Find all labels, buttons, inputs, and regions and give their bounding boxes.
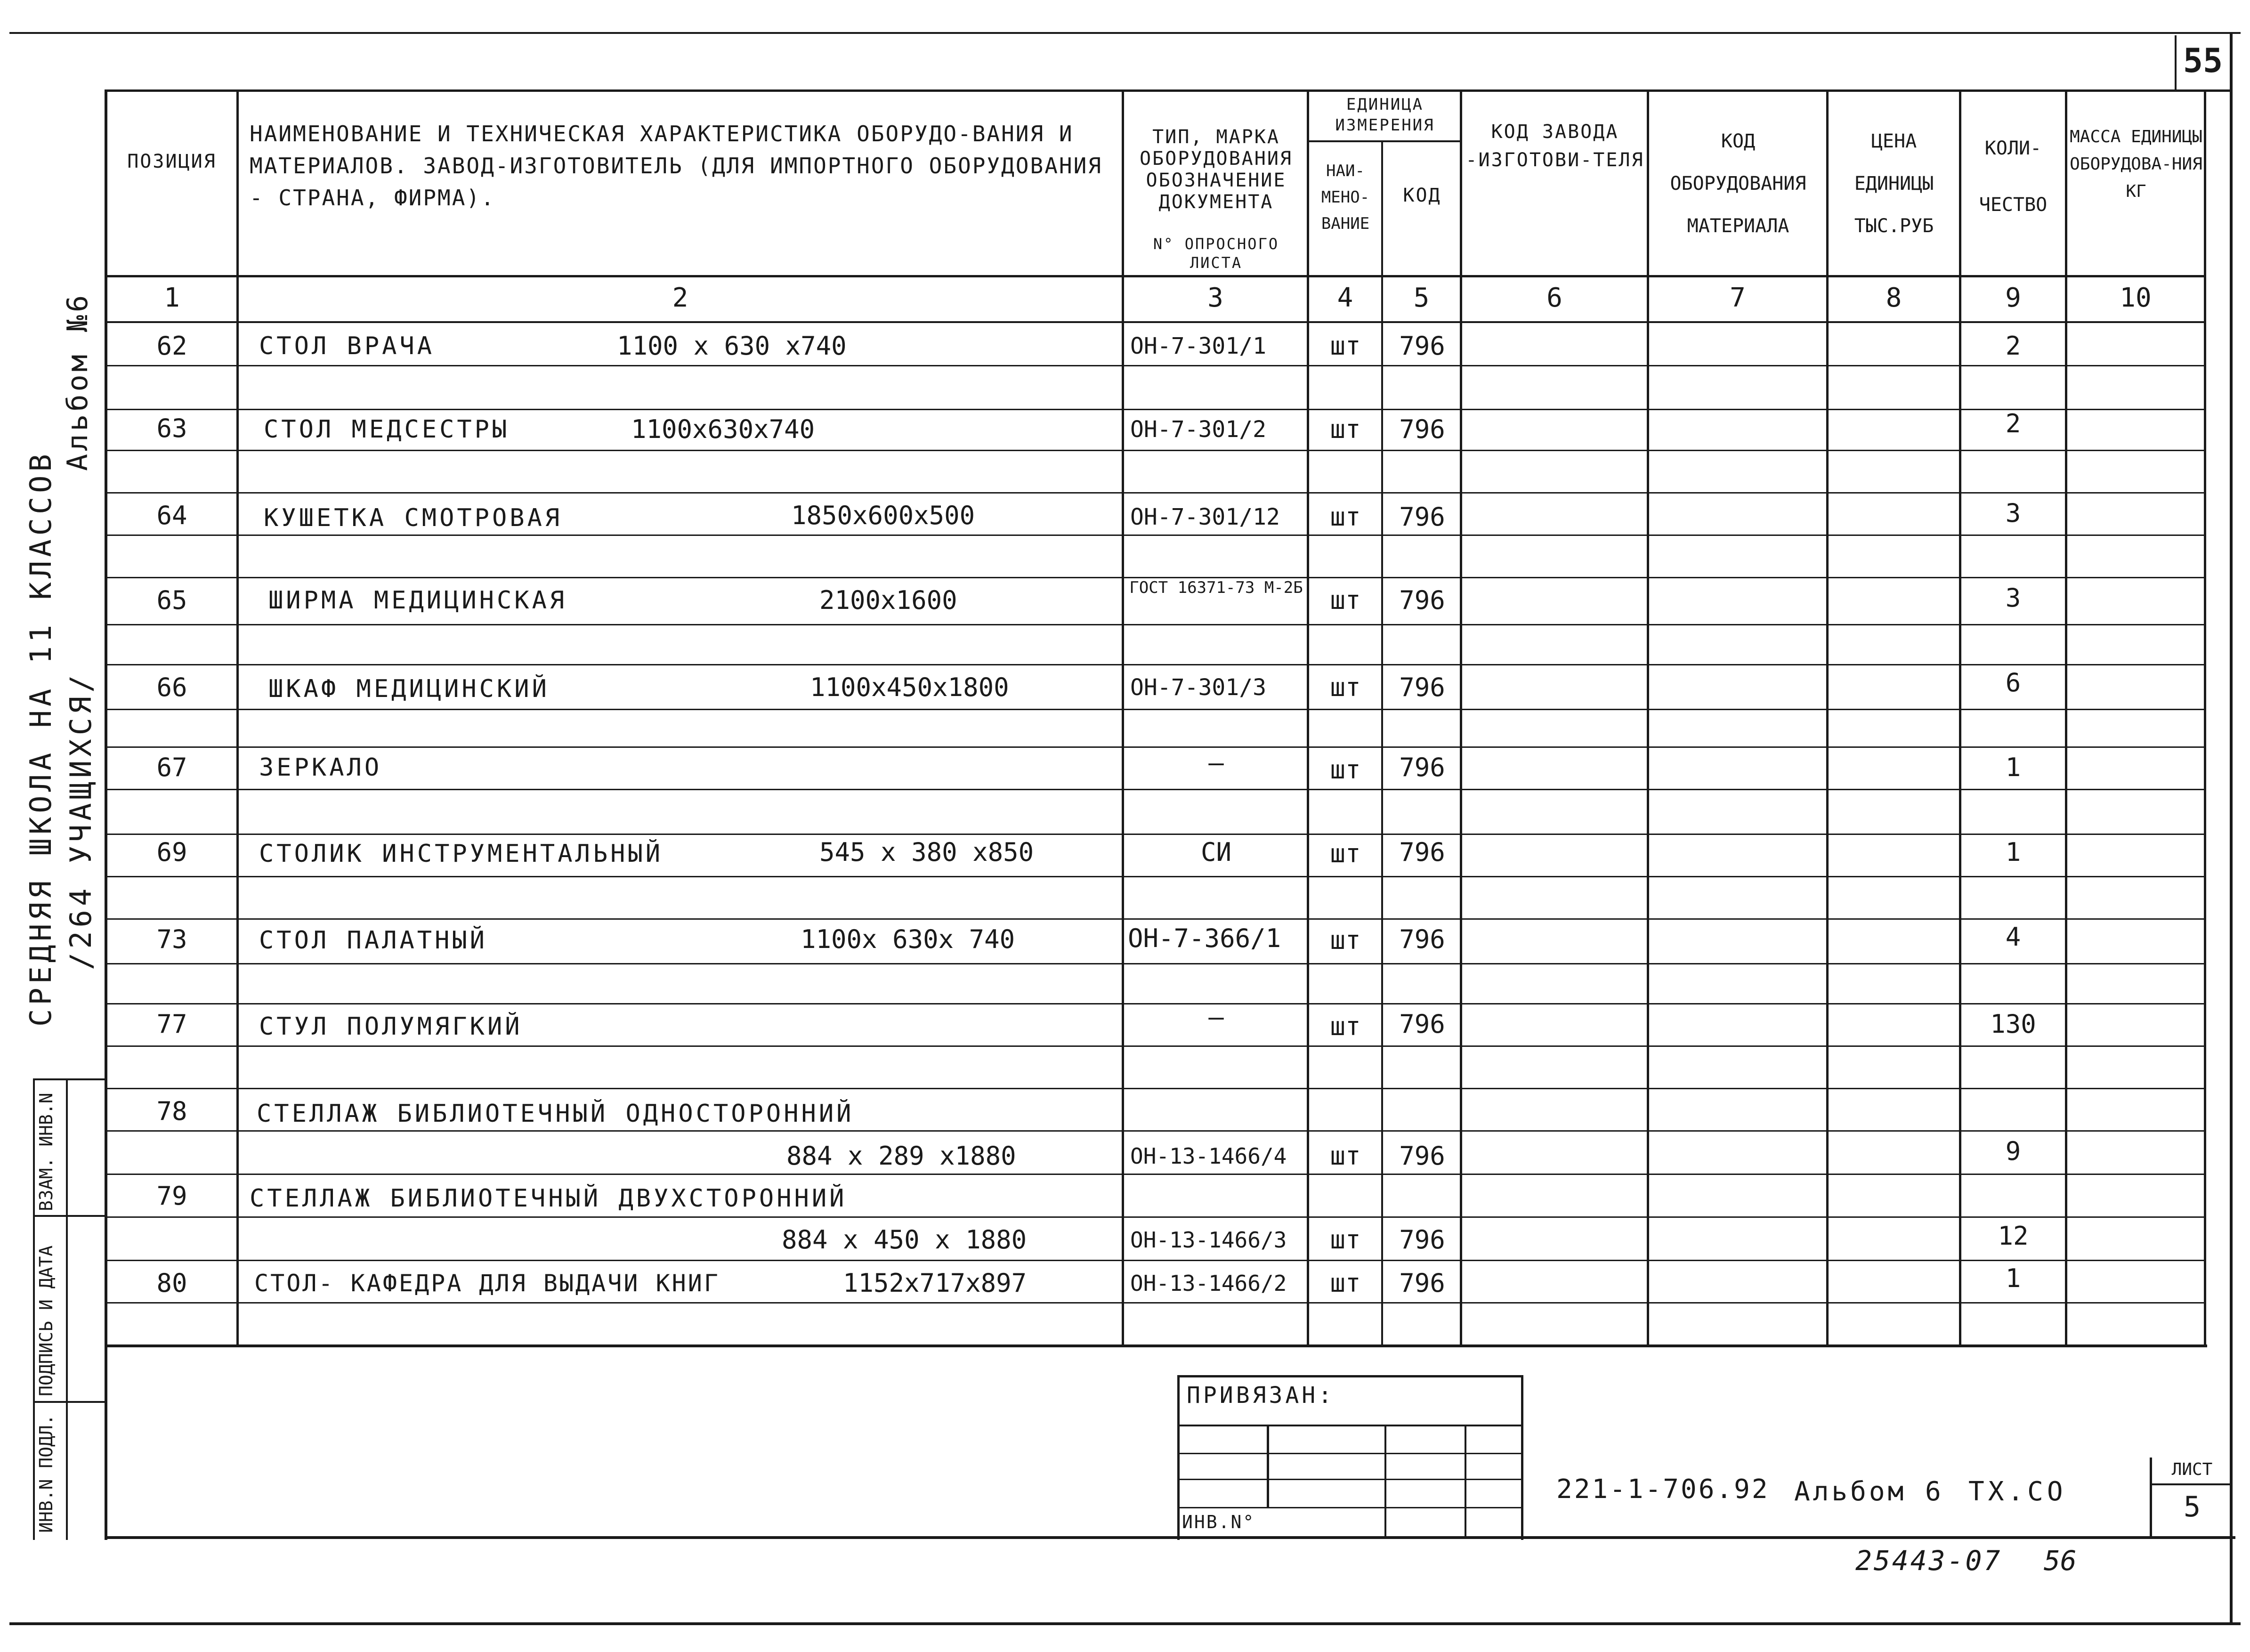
row-79-code: 796 [1399, 1225, 1445, 1255]
row-66-name: ШКАФ МЕДИЦИНСКИЙ [268, 675, 550, 703]
row-79-size: 884 х 450 х 1880 [782, 1225, 1027, 1255]
row-77-unit: шт [1330, 1012, 1361, 1041]
school-title-line2: /264 УЧАЩИХСЯ/ [64, 671, 98, 970]
col-num-6: 6 [1546, 283, 1562, 313]
album-number: Альбом 6 [1794, 1476, 1944, 1507]
stamp-inv-original: ИНВ.N ПОДЛ. [36, 1414, 57, 1533]
row-66-unit: шт [1330, 672, 1361, 702]
row-63-qty: 2 [2005, 409, 2021, 438]
row-66-position: 66 [156, 672, 187, 702]
row-78-position: 78 [156, 1096, 187, 1126]
row-67-name: ЗЕРКАЛО [259, 753, 382, 782]
col-num-8: 8 [1886, 283, 1902, 313]
stamp-replace-inv: ВЗАМ. ИНВ.N [36, 1093, 57, 1211]
row-80-type: ОН-13-1466/2 [1130, 1271, 1287, 1296]
header-questionnaire: N° ОПРОСНОГО ЛИСТА [1153, 235, 1279, 272]
col-num-7: 7 [1730, 283, 1746, 313]
header-position: ПОЗИЦИЯ [127, 151, 217, 172]
row-80-size: 1152х717х897 [843, 1268, 1027, 1298]
row-62-type: ОН-7-301/1 [1130, 333, 1266, 359]
row-63-name: СТОЛ МЕДСЕСТРЫ [264, 415, 510, 444]
row-80-unit: шт [1330, 1268, 1361, 1298]
header-unit-name: НАИ-МЕНО-ВАНИЕ [1321, 162, 1370, 233]
row-80-code: 796 [1399, 1268, 1445, 1298]
row-73-code: 796 [1399, 924, 1445, 954]
right-border [2230, 32, 2233, 1624]
row-69-size: 545 х 380 х850 [819, 837, 1034, 867]
row-65-position: 65 [156, 585, 187, 615]
row-66-code: 796 [1399, 672, 1445, 702]
row-67-position: 67 [156, 753, 187, 782]
row-65-qty: 3 [2005, 583, 2021, 613]
row-67-code: 796 [1399, 753, 1445, 782]
row-69-qty: 1 [2005, 837, 2021, 867]
row-79-unit: шт [1330, 1225, 1361, 1255]
row-66-size: 1100х450х1800 [810, 672, 1009, 702]
col-num-4: 4 [1337, 283, 1353, 313]
row-69-unit: шт [1330, 839, 1361, 868]
row-65-type: ГОСТ 16371-73 М-2Б [1129, 578, 1303, 597]
page-number: 55 [2183, 41, 2223, 80]
row-64-unit: шт [1330, 502, 1361, 532]
row-64-name: КУШЕТКА СМОТРОВАЯ [264, 504, 563, 532]
row-64-qty: 3 [2005, 498, 2021, 528]
row-73-type: ОН-7-366/1 [1128, 923, 1281, 953]
stamp-signature-date: ПОДПИСЬ И ДАТА [36, 1245, 57, 1396]
row-78-size: 884 х 289 х1880 [786, 1141, 1016, 1171]
row-79-type: ОН-13-1466/3 [1130, 1227, 1287, 1253]
privyazan-label: ПРИВЯЗАН: [1187, 1382, 1335, 1409]
header-unit-group: ЕДИНИЦА ИЗМЕРЕНИЯ [1335, 95, 1435, 135]
archive-number: 25443-07 [1855, 1545, 2002, 1577]
header-type: ТИП, МАРКА ОБОРУДОВАНИЯ ОБОЗНАЧЕНИЕ ДОКУМЕНТА [1140, 126, 1293, 213]
row-63-position: 63 [156, 413, 187, 443]
row-66-type: ОН-7-301/3 [1130, 674, 1266, 701]
header-name: НАИМЕНОВАНИЕ И ТЕХНИЧЕСКАЯ ХАРАКТЕРИСТИКА ОБОРУДО-ВАНИЯ И МАТЕРИАЛОВ. ЗАВОД-ИЗГОТОВИТЕЛЬ (ДЛЯ ИМПОРТНОГО ОБОРУДОВАНИЯ - СТРАНА, ФИРМА). [250, 121, 1102, 211]
col-num-5: 5 [1413, 283, 1430, 313]
row-69-code: 796 [1399, 837, 1445, 867]
row-63-size: 1100х630х740 [631, 414, 815, 444]
row-67-type: — [1208, 748, 1224, 777]
row-77-code: 796 [1399, 1009, 1445, 1039]
album-side-label: Альбом №6 [61, 292, 94, 471]
row-80-qty: 1 [2005, 1263, 2021, 1293]
row-65-size: 2100х1600 [819, 585, 957, 615]
row-62-unit: шт [1330, 331, 1361, 361]
header-mass: МАССА ЕДИНИЦЫ ОБОРУДОВА-НИЯ КГ [2070, 127, 2202, 201]
row-65-name: ШИРМА МЕДИЦИНСКАЯ [268, 586, 567, 615]
row-73-size: 1100х 630х 740 [801, 924, 1015, 954]
sheet-number: 5 [2183, 1490, 2201, 1523]
row-77-position: 77 [156, 1009, 187, 1039]
top-border [9, 32, 2241, 34]
row-77-name: СТУЛ ПОЛУМЯГКИЙ [259, 1012, 523, 1041]
row-73-name: СТОЛ ПАЛАТНЫЙ [259, 926, 487, 955]
inv-number-label: ИНВ.N° [1182, 1512, 1255, 1532]
header-price: ЦЕНА ЕДИНИЦЫ ТЫС.РУБ [1854, 130, 1934, 237]
row-67-qty: 1 [2005, 753, 2021, 782]
row-65-unit: шт [1330, 585, 1361, 615]
row-73-qty: 4 [2005, 922, 2021, 952]
row-62-code: 796 [1399, 331, 1445, 361]
row-79-position: 79 [156, 1181, 187, 1211]
row-64-code: 796 [1399, 502, 1445, 532]
row-65-code: 796 [1399, 585, 1445, 615]
row-78-unit: шт [1330, 1141, 1361, 1171]
row-77-type: — [1208, 1002, 1224, 1032]
header-quantity: КОЛИ-ЧЕСТВО [1979, 138, 2048, 216]
row-63-code: 796 [1399, 414, 1445, 444]
col-num-1: 1 [164, 283, 180, 313]
row-69-type: СИ [1200, 837, 1232, 867]
row-78-qty: 9 [2005, 1136, 2021, 1166]
row-78-code: 796 [1399, 1141, 1445, 1171]
header-factory-code: КОД ЗАВОДА -ИЗГОТОВИ-ТЕЛЯ [1465, 121, 1644, 171]
col-num-10: 10 [2120, 283, 2152, 313]
col-num-9: 9 [2005, 283, 2021, 313]
row-78-type: ОН-13-1466/4 [1130, 1143, 1287, 1169]
header-equipment-code: КОД ОБОРУДОВАНИЯ МАТЕРИАЛА [1670, 130, 1806, 237]
row-63-type: ОН-7-301/2 [1130, 416, 1266, 443]
school-title-line1: СРЕДНЯЯ ШКОЛА НА 11 КЛАССОВ [24, 450, 58, 1027]
row-77-qty: 130 [1990, 1009, 2036, 1039]
col-num-2: 2 [672, 283, 688, 313]
row-62-qty: 2 [2005, 331, 2021, 361]
row-73-unit: шт [1330, 925, 1361, 955]
row-66-qty: 6 [2005, 668, 2021, 697]
row-80-name: СТОЛ- КАФЕДРА ДЛЯ ВЫДАЧИ КНИГ [254, 1270, 720, 1297]
bottom-border [9, 1622, 2241, 1625]
row-64-size: 1850х600х500 [791, 501, 975, 530]
row-64-position: 64 [156, 501, 187, 530]
col-num-3: 3 [1207, 283, 1223, 313]
sheet-label: ЛИСТ [2171, 1460, 2213, 1479]
row-62-size: 1100 х 630 х740 [617, 331, 847, 361]
header-unit-code: КОД [1403, 185, 1441, 206]
row-67-unit: шт [1330, 755, 1361, 785]
row-62-position: 62 [156, 331, 187, 361]
row-78-name: СТЕЛЛАЖ БИБЛИОТЕЧНЫЙ ОДНОСТОРОННИЙ [257, 1100, 854, 1128]
row-79-name: СТЕЛЛАЖ БИБЛИОТЕЧНЫЙ ДВУХСТОРОННИЙ [250, 1184, 847, 1213]
row-73-position: 73 [156, 924, 187, 954]
row-69-name: СТОЛИК ИНСТРУМЕНТАЛЬНЫЙ [259, 840, 664, 868]
row-69-position: 69 [156, 837, 187, 867]
row-62-name: СТОЛ ВРАЧА [259, 332, 435, 360]
row-79-qty: 12 [1998, 1221, 2029, 1251]
row-64-type: ОН-7-301/12 [1130, 504, 1280, 530]
document-code: 221-1-706.92 [1556, 1474, 1770, 1505]
row-63-unit: шт [1330, 414, 1361, 444]
section-code: ТХ.СО [1968, 1476, 2067, 1507]
row-80-position: 80 [156, 1268, 187, 1298]
archive-page: 56 [2044, 1545, 2077, 1577]
